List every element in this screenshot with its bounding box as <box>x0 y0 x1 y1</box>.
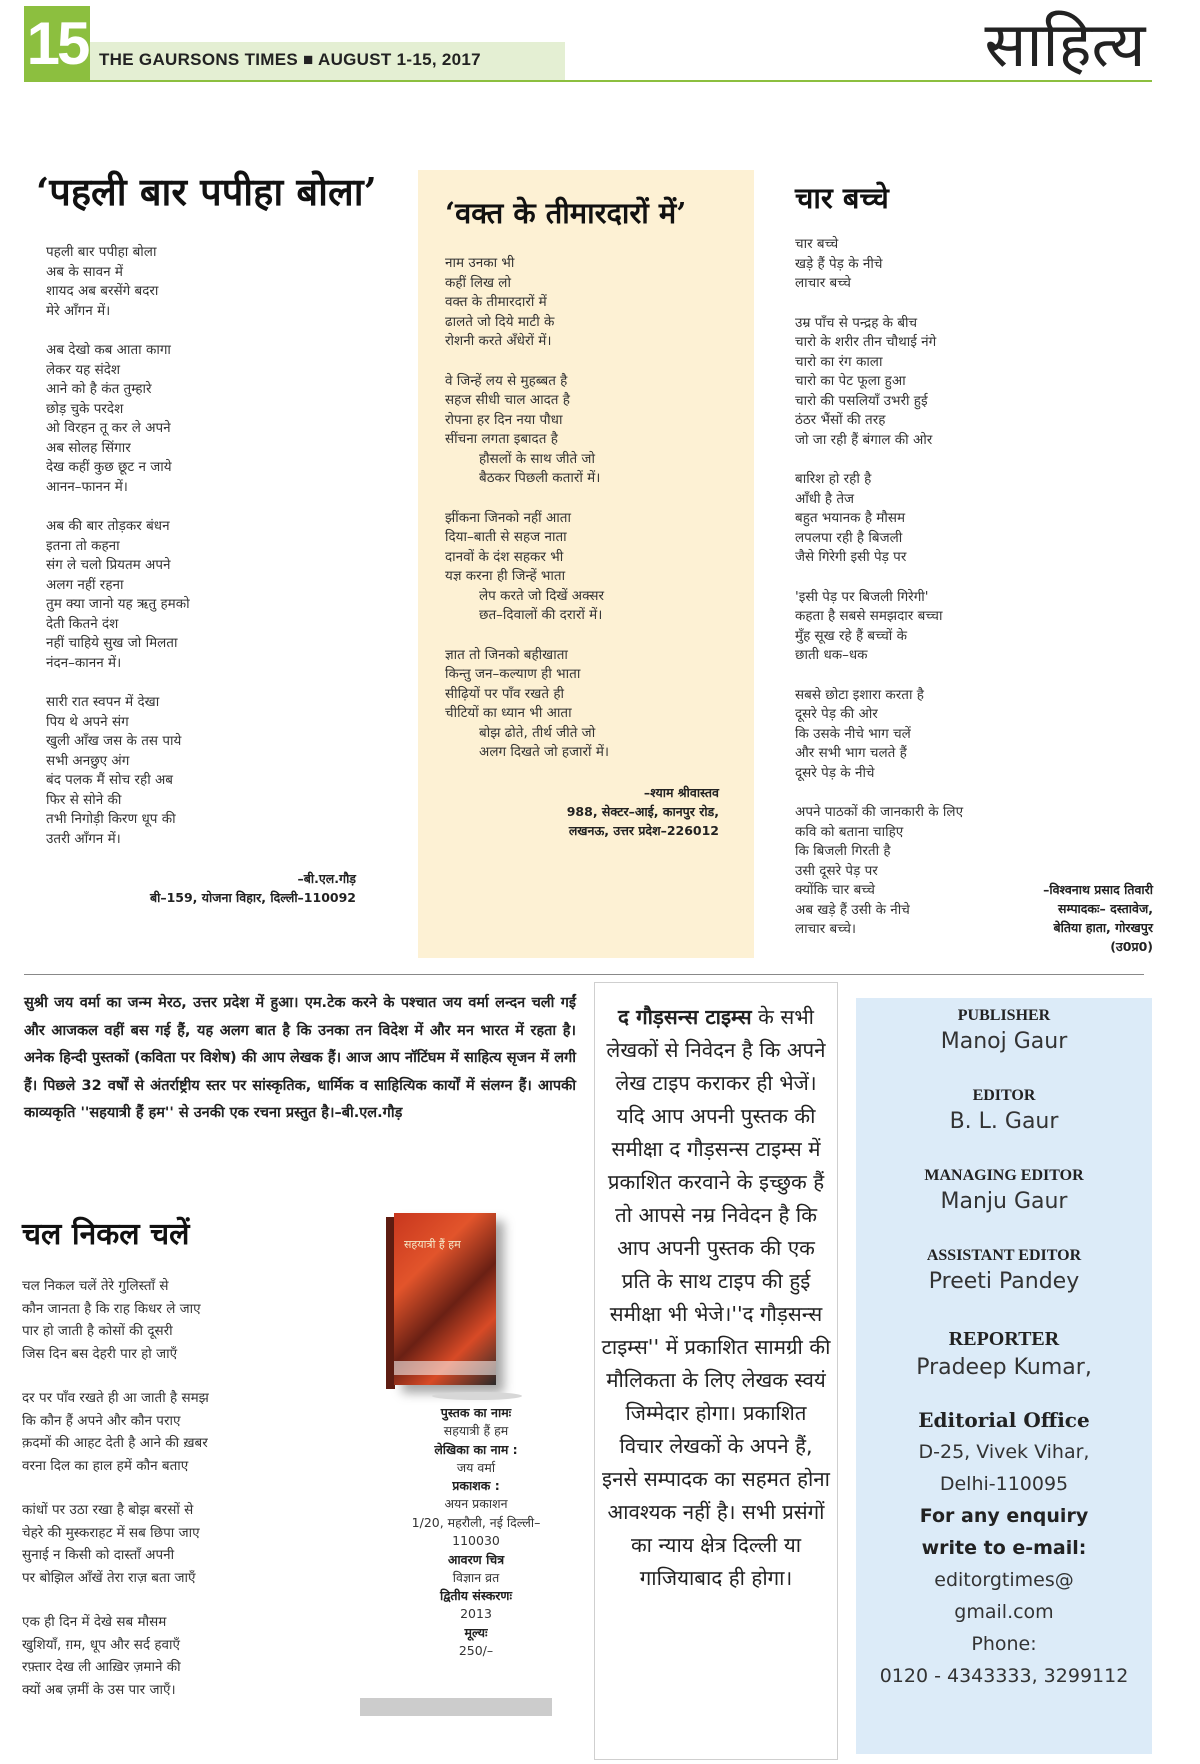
poem-line: दानवों के दंश सहकर भी <box>445 548 564 565</box>
notice-text: के सभी लेखकों से निवेदन है कि अपने लेख टाइप कराकर ही भेजें। यदि आप अपनी पुस्तक की समीक्षा द गौड़सन्स टाइम्स में प्रकाशित करवाने के इच्छुक हैं तो आपसे नम्र निवेदन है कि आप अपनी पुस्तक की एक प्रति के साथ टाइप की हुई समीक्षा भी भेजे।''द गौड़सन्स टाइम्स'' में प्रकाशित सामग्री की मौलिकता के लिए लेखक स्वयं जिम्मेदार होगा। प्रकाशित विचार लेखकों के अपने हैं, इनसे सम्पादक का सहमत होना आवश्यक नहीं है। सभी प्रसंगों का न्याय क्षेत्र दिल्ली या गाजियाबाद ही होगा। <box>601 1005 831 1590</box>
poem-line: दिया–बाती से सहज नाता <box>445 529 567 545</box>
book-detail-value: विज्ञान व्रत <box>452 1569 500 1585</box>
poem-line: उसी दूसरे पेड़ पर <box>795 862 878 879</box>
book-detail-value: 250/– <box>458 1642 494 1658</box>
stanza <box>445 646 735 763</box>
poem-line: सारी रात स्वपन में देखा <box>46 694 160 710</box>
poem-line: बारिश हो रही है <box>795 471 872 487</box>
poem-address: सम्पादकः– दस्तावेज, <box>1058 901 1153 916</box>
poem-line: मुँह सूख रहे हैं बच्चों के <box>795 627 907 644</box>
poem-address: 988, सेक्टर–आई, कानपुर रोड, <box>566 803 719 819</box>
poem-line: ठंठर भैंसों की तरह <box>795 412 886 428</box>
poem-line: बहुत भयानक है मौसम <box>795 510 906 526</box>
poem-line: संग ले चलो प्रियतम अपने <box>46 557 171 573</box>
poem-line: क़दमों की आहट देती है आने की ख़बर <box>22 1435 208 1451</box>
book-detail-label: द्वितीय संस्करणः <box>440 1588 512 1603</box>
poem-line: झींकना जिनको नहीं आता <box>445 509 571 526</box>
poem-line: लाचार बच्चे। <box>795 921 857 937</box>
poem-line: अब सोलह सिंगार <box>46 439 131 456</box>
poem-line: ओ विरहन तू कर ले अपने <box>46 420 171 436</box>
poem-line: सहज सीधी चाल आदत है <box>445 392 570 408</box>
poem-line: अब खड़े हैं उसी के नीचे <box>795 901 910 918</box>
book-detail-value: सहयात्री हैं हम <box>443 1423 509 1438</box>
poem-line: कहता है सबसे समझदार बच्चा <box>795 608 943 624</box>
stanza <box>445 372 735 489</box>
book-detail-label: लेखिका का नाम : <box>434 1441 518 1457</box>
poem-line: मेरे आँगन में। <box>46 302 111 319</box>
poem-line: और सभी भाग चलते हैं <box>795 745 907 761</box>
poem-line: छाती धक–धक <box>795 647 868 663</box>
poem-line: चारो का रंग काला <box>795 353 883 370</box>
poem-line: ज्ञात तो जिनको बहीखाता <box>445 646 568 663</box>
poem-line: चार बच्चे <box>795 236 839 252</box>
poem-line: लपलपा रही है बिजली <box>795 529 903 546</box>
poem-line: इतना तो कहना <box>46 537 120 554</box>
editor-label: EDITOR <box>972 1087 1036 1104</box>
poem-line: आनन–फानन में। <box>46 478 128 495</box>
poem-line: नाम उनका भी <box>445 255 515 271</box>
stanza <box>795 235 1155 294</box>
poem-waqt-ke <box>445 193 735 840</box>
book-detail-label: आवरण चित्र <box>447 1551 505 1567</box>
poem-line: कौन जानता है कि राह किधर ले जाए <box>22 1300 201 1317</box>
poem-line: लाचार बच्चे <box>795 275 851 291</box>
book-detail-label: पुस्तक का नामः <box>440 1405 512 1420</box>
poem-line: चेहरे की मुस्कराहट में सब छिपा जाए <box>22 1524 200 1541</box>
poem-line: अलग नहीं रहना <box>46 576 124 593</box>
poem-line: कि उसके नीचे भाग चलें <box>795 725 911 742</box>
stanza <box>22 1387 342 1477</box>
poem-line: किन्तु जन–कल्याण ही भाता <box>445 666 581 682</box>
poem-line: सबसे छोटा इशारा करता है <box>795 686 924 703</box>
book-detail-value: 1/20, महरौली, नई दिल्ली– <box>411 1514 541 1530</box>
page-number: 15 <box>24 6 90 82</box>
book-detail-value: अयन प्रकाशन <box>444 1496 508 1511</box>
book-detail-value: जय वर्मा <box>456 1459 496 1475</box>
book-cover-strip <box>394 1361 496 1375</box>
poem-body <box>46 243 366 849</box>
poem-line: रोपना हर दिन नया पौधा <box>445 411 563 428</box>
poem-line: क्यों अब ज़मीं के उस पार जाएँ। <box>22 1681 176 1698</box>
office-address: D-25, Vivek Vihar, <box>918 1441 1090 1463</box>
book-detail-label: प्रकाशक : <box>452 1478 500 1493</box>
poem-line: लेप करते जो दिखें अक्सर <box>479 587 605 604</box>
poem-line: सीढ़ियों पर पाँव रखते ही <box>445 685 564 702</box>
book-shadow <box>432 1392 522 1400</box>
staff-box <box>856 998 1152 1754</box>
office-title: Editorial Office <box>918 1408 1090 1432</box>
poem-line: एक ही दिन में देखे सब मौसम <box>22 1614 167 1630</box>
poem-line: दर पर पाँव रखते ही आ जाती है समझ <box>22 1390 209 1406</box>
reporter-name: Pradeep Kumar, <box>916 1355 1092 1380</box>
book-details <box>378 1404 574 1660</box>
poem-line: तुम क्या जानो यह ऋतु हमको <box>46 596 190 612</box>
enquiry-label: For any enquiry <box>919 1505 1089 1527</box>
poem-body <box>445 254 735 763</box>
poem-address: लखनऊ, उत्तर प्रदेश–226012 <box>568 822 719 838</box>
poem-line: शायद अब बरसेंगे बदरा <box>46 283 159 299</box>
book-cover-image <box>394 1213 496 1385</box>
poem-line: अब की बार तोड़कर बंधन <box>46 518 170 534</box>
poem-title: ‘वक्त के तीमारदारों में’ <box>445 196 687 230</box>
poem-body <box>795 235 1155 940</box>
poem-line: ढालते जो दिये माटी के <box>445 313 555 330</box>
poem-line: अब के सावन में <box>46 263 123 280</box>
stanza <box>795 314 1155 451</box>
poem-line: बैठकर पिछली कतारों में। <box>479 470 601 486</box>
poem-line: देती कितने दंश <box>46 615 119 632</box>
phone-number: 0120 - 4343333, 3299112 <box>879 1665 1129 1687</box>
poem-line: जो जा रही हैं बंगाल की ओर <box>795 431 933 448</box>
poem-line: देख कहीं कुछ छूट न जाये <box>46 459 172 475</box>
poem-line: 'इसी पेड़ पर बिजली गिरेगी' <box>795 588 929 605</box>
poem-line: वरना दिल का हाल हमें कौन बताए <box>22 1457 189 1474</box>
book-detail-label: मूल्यः <box>464 1624 488 1640</box>
publisher-label: PUBLISHER <box>957 1007 1051 1024</box>
poem-line: पहली बार पपीहा बोला <box>46 244 157 260</box>
poem-line: अपने पाठकों की जानकारी के लिए <box>795 804 964 820</box>
poem-line: कि कौन हैं अपने और कौन पराए <box>22 1412 181 1429</box>
book-cover-title: सहयात्री हैं हम <box>404 1238 461 1251</box>
poem-title: चल निकल चलें <box>22 1217 190 1252</box>
poem-credit <box>1005 880 1153 956</box>
poem-line: तभी निगोड़ी किरण धूप की <box>46 811 176 827</box>
poem-line: अब देखो कब आता कागा <box>46 342 171 358</box>
book-detail-value: 110030 <box>452 1533 500 1548</box>
poem-line: उतरी आँगन में। <box>46 830 121 847</box>
managing-editor-label: MANAGING EDITOR <box>924 1167 1084 1184</box>
grey-bar <box>360 1698 552 1716</box>
poem-line: चीटियों का ध्यान भी आता <box>445 705 572 721</box>
poem-line: खुशियाँ, ग़म, धूप और सर्द हवाएँ <box>22 1636 180 1653</box>
notice-brand: द गौड़सन्स टाइम्स <box>618 1005 752 1029</box>
stanza <box>795 588 1155 666</box>
poem-line: यज्ञ करना ही जिन्हें भाता <box>445 568 566 584</box>
poem-credit <box>46 869 356 907</box>
stanza <box>46 243 366 321</box>
poem-line: सभी अनछुए अंग <box>46 752 130 769</box>
email-domain[interactable]: gmail.com <box>954 1601 1054 1623</box>
poem-line: कांधों पर उठा रखा है बोझ बरसों से <box>22 1502 194 1518</box>
stanza <box>46 693 366 849</box>
stanza <box>445 254 735 352</box>
poem-line: जैसे गिरेगी इसी पेड़ पर <box>795 549 907 565</box>
poem-author: –श्याम श्रीवास्तव <box>643 784 719 800</box>
poem-line: चारो का पेट फूला हुआ <box>795 373 906 389</box>
poem-line: छत–दिवालों की दरारों में। <box>479 607 603 623</box>
poem-line: क्योंकि चार बच्चे <box>795 882 875 898</box>
poem-line: आने को है कंत तुम्हारे <box>46 381 152 397</box>
poem-line: नंदन–कानन में। <box>46 654 122 671</box>
poem-line: वे जिन्हें लय से मुहब्बत है <box>445 372 568 389</box>
phone-label: Phone: <box>971 1633 1037 1655</box>
poem-chaar-bachche <box>795 178 1155 960</box>
poem-line: पिय थे अपने संग <box>46 713 129 730</box>
editor-name: B. L. Gaur <box>949 1109 1059 1134</box>
poem-line: उम्र पाँच से पन्द्रह के बीच <box>795 314 918 331</box>
assistant-editor-label: ASSISTANT EDITOR <box>926 1247 1082 1264</box>
poem-line: फिर से सोने की <box>46 791 122 808</box>
poem-line: अलग दिखते जो हजारों में। <box>479 744 610 760</box>
stanza <box>445 509 735 626</box>
poem-body <box>22 1275 342 1701</box>
poem-line: दूसरे पेड़ की ओर <box>795 706 878 722</box>
poem-pehli-baar <box>36 165 377 907</box>
poem-line: खुली आँख जस के तस पाये <box>46 733 182 749</box>
poem-line: रोशनी करते अँधेरों में। <box>445 333 552 349</box>
stanza <box>22 1611 342 1701</box>
office-city: Delhi-110095 <box>939 1473 1069 1495</box>
poem-line: दूसरे पेड़ के नीचे <box>795 764 875 781</box>
publisher-name: Manoj Gaur <box>940 1029 1068 1054</box>
poem-line: चारो के शरीर तीन चौथाई नंगे <box>795 334 937 350</box>
poem-address: बी–159, योजना विहार, दिल्ली–110092 <box>149 890 356 905</box>
enquiry-label: write to e-mail: <box>921 1537 1087 1559</box>
poem-line: बोझ ढोते, तीर्थ जीते जो <box>479 724 596 741</box>
poem-line: कहीं लिख लो <box>445 274 511 291</box>
poem-line: हौसलों के साथ जीते जो <box>479 450 595 467</box>
stanza <box>46 341 366 497</box>
managing-editor-name: Manju Gaur <box>940 1189 1068 1214</box>
poem-line: खड़े हैं पेड़ के नीचे <box>795 255 883 272</box>
poem-credit <box>445 783 719 840</box>
poem-address: (उ0प्र0) <box>1110 939 1153 954</box>
email-address[interactable]: editorgtimes@ <box>934 1569 1074 1591</box>
poem-line: लेकर यह संदेश <box>46 361 121 378</box>
section-title: साहित्य <box>984 8 1146 81</box>
poem-line: कवि को बताना चाहिए <box>795 823 904 840</box>
poem-address: बेतिया हाता, गोरखपुर <box>1053 920 1153 935</box>
poem-author: –विश्वनाथ प्रसाद तिवारी <box>1043 882 1153 897</box>
stanza <box>795 470 1155 568</box>
poem-line: बंद पलक मैं सोच रही अब <box>46 772 173 788</box>
stanza <box>22 1499 342 1589</box>
poem-line: छोड़ चुके परदेश <box>46 400 124 417</box>
book-detail-value: 2013 <box>460 1606 492 1621</box>
poem-line: सींचना लगता इबादत है <box>445 431 558 447</box>
assistant-editor-name: Preeti Pandey <box>928 1269 1080 1294</box>
poem-line: नहीं चाहिये सुख जो मिलता <box>46 635 178 651</box>
poem-title: ‘पहली बार पपीहा बोला’ <box>36 169 377 214</box>
reporter-label: REPORTER <box>948 1328 1060 1350</box>
stanza <box>22 1275 342 1365</box>
poem-line: जिस दिन बस देहरी पार हो जाएँ <box>22 1345 178 1362</box>
poem-chal-nikal <box>22 1212 342 1723</box>
poem-line: आँधी है तेज <box>795 490 855 507</box>
stanza <box>46 517 366 673</box>
stanza <box>795 686 1155 784</box>
section-divider <box>24 974 1144 975</box>
poem-line: रफ़्तार देख ली आख़िर ज़माने की <box>22 1659 181 1675</box>
poem-line: सुनाई न किसी को दास्ताँ अपनी <box>22 1547 175 1563</box>
submission-notice <box>594 982 838 1760</box>
poem-line: पार हो जाती है कोसों की दूसरी <box>22 1323 173 1339</box>
author-intro: सुश्री जय वर्मा का जन्म मेरठ, उत्तर प्रदेश में हुआ। एम.टेक करने के पश्चात जय वर्मा लन्दन चली गईं और आजकल वहीं बस गई हैं, यह अलग बात है कि उनका तन विदेश में और मन भारत में रहता है। अनेक हिन्दी पुस्तकों (कविता पर विशेष) की आप लेखक हैं। आज आप नॉटिंघम में साहित्य सृजन में लगी हैं। पिछले 32 वर्षों से अंतर्राष्ट्रीय स्तर पर सांस्कृतिक, धार्मिक व साहित्यिक कार्यों में संलग्न हैं। आपकी काव्यकृति ''सहयात्री हैं हम'' से उनकी एक रचना प्रस्तुत है।–बी.एल.गौड़ <box>24 995 576 1121</box>
poem-line: कि बिजली गिरती है <box>795 843 891 859</box>
poem-line: वक्त के तीमारदारों में <box>445 294 547 310</box>
masthead: THE GAURSONS TIMES ■ AUGUST 1-15, 2017 <box>99 50 481 69</box>
poem-title: चार बच्चे <box>795 181 889 215</box>
poem-line: चल निकल चलें तेरे गुलिस्ताँ से <box>22 1278 169 1294</box>
poem-author: –बी.एल.गौड़ <box>297 871 356 886</box>
poem-line: चारो की पसलियाँ उभरी हुई <box>795 392 928 409</box>
poem-line: पर बोझिल आँखें तेरा राज़ बता जाएँ <box>22 1569 196 1586</box>
